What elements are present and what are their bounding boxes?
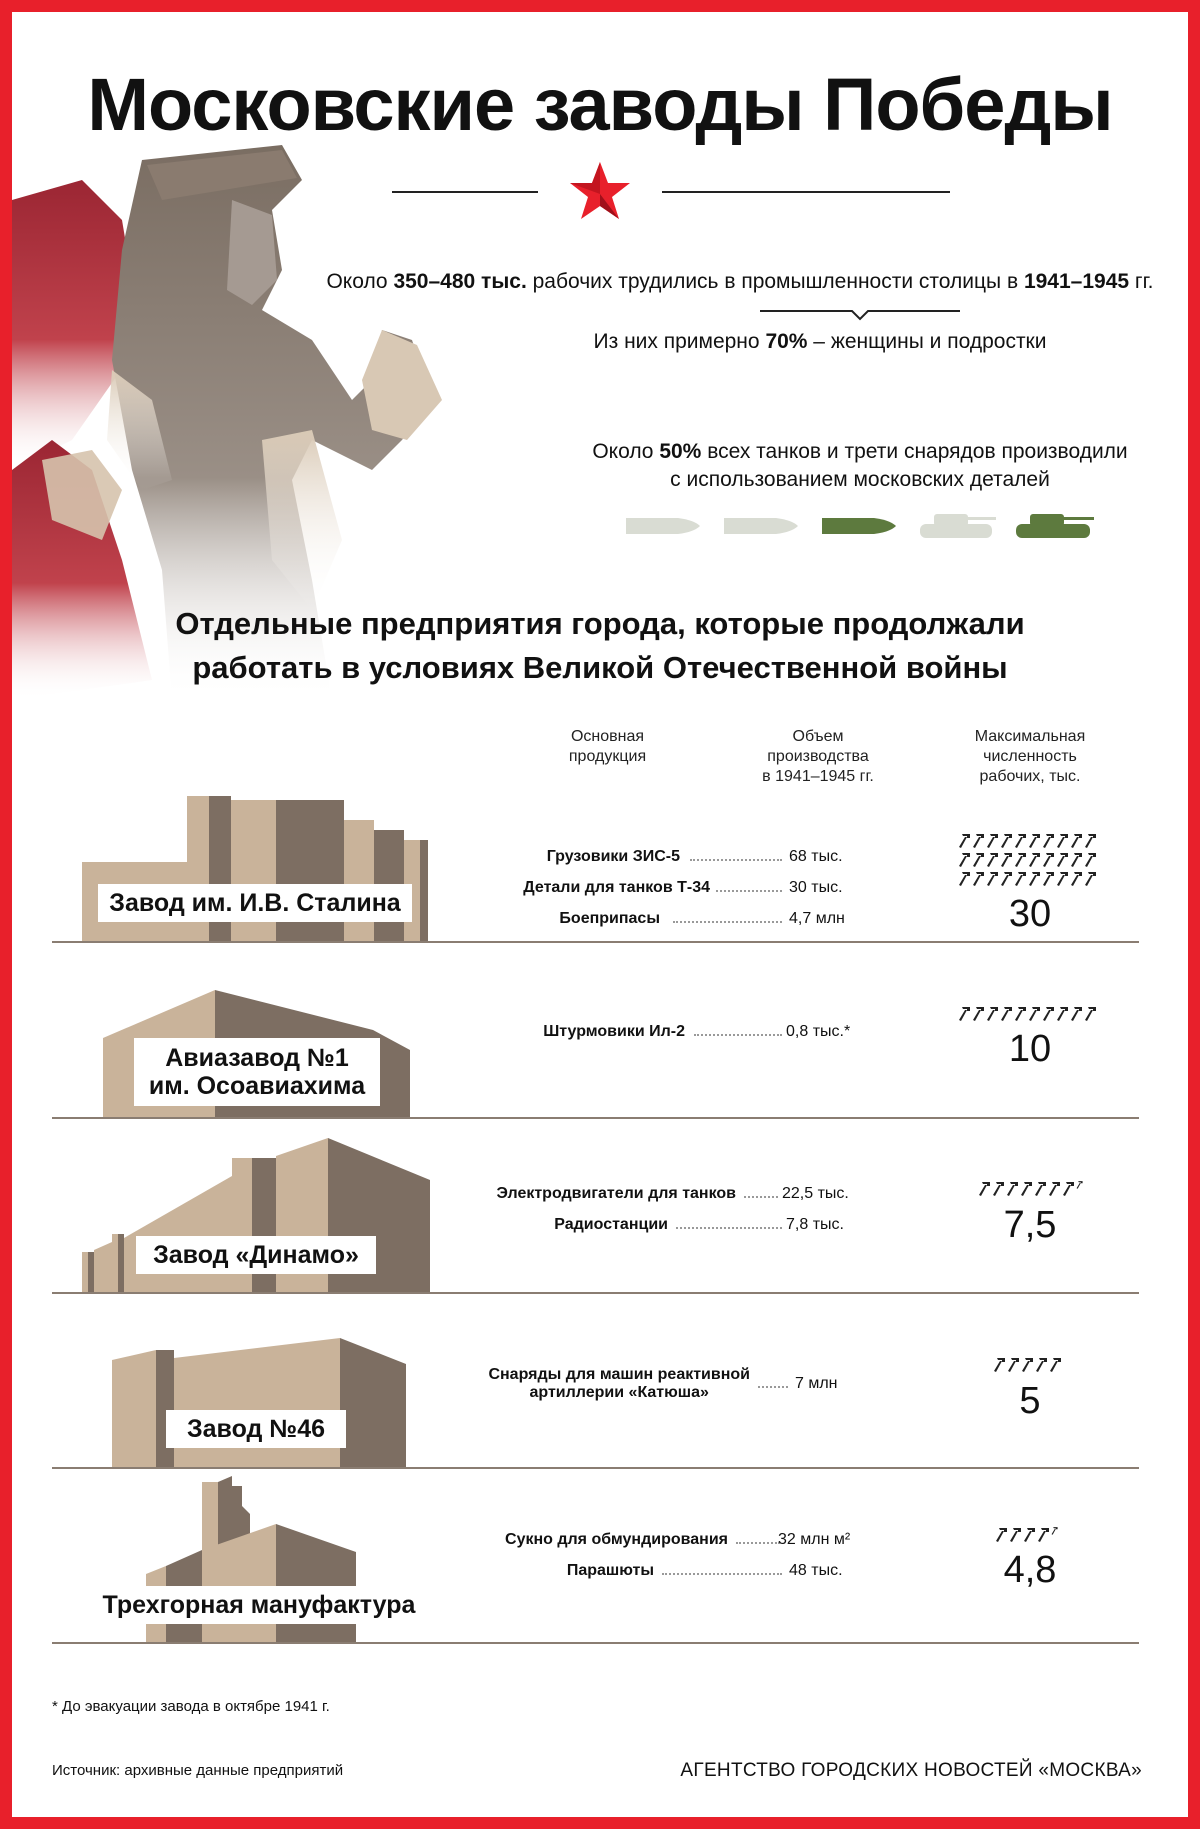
hammer-icons <box>958 1005 1098 1029</box>
workers-mid: рабочих трудились в промышленности столицы в <box>526 270 1024 293</box>
factory-name-1-text: Завод им. И.В. Сталина <box>109 889 401 917</box>
subtitle-line1: Отдельные предприятия города, которые продолжали <box>175 606 1025 641</box>
hammer-icon <box>959 853 970 867</box>
workers-count-1: 30 <box>1008 893 1052 935</box>
factory-name-4-text: Завод №46 <box>186 1415 326 1443</box>
shell-icon <box>822 518 896 534</box>
hammer-icon <box>1015 1007 1026 1021</box>
workers-count-5: 4,8 <box>1003 1549 1057 1591</box>
hammer-icon <box>979 1182 990 1196</box>
product-name: Парашюты <box>566 1562 654 1579</box>
leader-dots <box>673 921 782 923</box>
hammer-icon <box>959 872 970 886</box>
product-value: 32 млн м² <box>778 1531 851 1548</box>
col-workers-l1: Максимальная <box>974 728 1086 745</box>
pointer-line <box>760 305 960 325</box>
hammer-icon <box>1071 1007 1082 1021</box>
hammer-icon <box>1001 872 1012 886</box>
leader-dots <box>690 859 782 861</box>
hammer-icon <box>1071 872 1082 886</box>
agency-credit: АГЕНТСТВО ГОРОДСКИХ НОВОСТЕЙ «МОСКВА» <box>680 1760 1142 1781</box>
hammer-icon <box>987 853 998 867</box>
workers-post: гг. <box>1129 270 1154 293</box>
hammer-icon <box>1043 853 1054 867</box>
hammer-icons <box>958 832 1098 894</box>
worker-fist <box>362 330 442 440</box>
product-value: 22,5 тыс. <box>782 1185 849 1202</box>
col-header-volume <box>738 727 898 787</box>
hammer-icon <box>1015 853 1026 867</box>
hammer-icon <box>1029 1007 1040 1021</box>
product-name: Грузовики ЗИС-5 <box>546 848 680 865</box>
product-value: 4,7 млн <box>789 910 845 927</box>
product-name-l2: артиллерии «Катюша» <box>529 1384 709 1401</box>
leader-dots <box>716 890 782 892</box>
col-volume-l3: в 1941–1945 гг. <box>762 768 874 785</box>
workers-stat <box>290 270 1190 294</box>
factory-building-4 <box>112 1338 412 1468</box>
row-separator <box>52 1292 1139 1294</box>
hammer-icon <box>1001 834 1012 848</box>
star-icon <box>568 160 632 222</box>
hammer-icon-group <box>978 1180 1118 1199</box>
hammer-icon <box>1057 853 1068 867</box>
hammer-icon <box>1029 853 1040 867</box>
product-value: 0,8 тыс.* <box>786 1023 851 1040</box>
hammer-icon <box>987 1007 998 1021</box>
workers-count-2: 10 <box>1008 1028 1052 1070</box>
factory-name-2-line2: им. Осоавиахима <box>148 1072 366 1100</box>
product-value: 7 млн <box>795 1375 838 1392</box>
hammer-icon-group <box>995 1526 1135 1545</box>
hammer-icon <box>1036 1358 1047 1372</box>
product-name: Электродвигатели для танков <box>496 1185 736 1202</box>
factory-name-1 <box>98 884 412 922</box>
hammer-icon <box>1001 853 1012 867</box>
share-percent: 70% <box>765 330 808 353</box>
hammer-icon-group <box>993 1356 1133 1375</box>
leader-dots <box>744 1196 778 1198</box>
tanks-pre: Около <box>592 440 660 463</box>
workers-years: 1941–1945 <box>1023 270 1130 293</box>
row-separator <box>52 1467 1139 1469</box>
leader-dots <box>694 1034 782 1036</box>
col-header-product <box>530 727 685 767</box>
hammer-icon <box>1022 1358 1033 1372</box>
shell-icon <box>626 518 700 534</box>
hammer-icon <box>996 1528 1007 1542</box>
section-subtitle <box>0 602 1200 690</box>
workers-count-3: 7,5 <box>1003 1204 1057 1246</box>
leader-dots <box>662 1573 782 1575</box>
product-name: Штурмовики Ил-2 <box>543 1023 685 1040</box>
col-product-l2: продукция <box>568 748 647 765</box>
product-name: Боеприпасы <box>559 910 660 927</box>
product-name: Сукно для обмундирования <box>505 1531 728 1548</box>
workers-count: 350–480 тыс. <box>393 270 527 293</box>
hammer-icon <box>1015 834 1026 848</box>
col-product-l1: Основная <box>570 728 645 745</box>
hammer-icon <box>1043 834 1054 848</box>
hammer-icon <box>959 834 970 848</box>
hammer-icon-group <box>958 1005 1098 1024</box>
hammer-icon <box>1007 1182 1018 1196</box>
workers-count-4: 5 <box>1019 1380 1041 1422</box>
shell-icon <box>724 518 798 534</box>
hammer-icon <box>959 1007 970 1021</box>
product-name <box>488 1366 750 1402</box>
factory-name-2 <box>134 1038 380 1106</box>
hammer-icon <box>1038 1528 1049 1542</box>
hammer-icon <box>1043 872 1054 886</box>
factory-name-5-text: Трехгорная мануфактура <box>102 1591 416 1619</box>
hammer-icon <box>1001 1007 1012 1021</box>
hammer-icon <box>1052 1527 1058 1535</box>
hammer-icons <box>993 1356 1133 1380</box>
hammer-icon <box>1035 1182 1046 1196</box>
share-post: – женщины и подростки <box>807 330 1047 353</box>
leader-dots <box>758 1386 788 1388</box>
hammer-icon <box>1024 1528 1035 1542</box>
tanks-percent: 50% <box>659 440 702 463</box>
hammer-icon <box>993 1182 1004 1196</box>
col-workers-l3: рабочих, тыс. <box>979 768 1081 785</box>
factory-name-3-text: Завод «Динамо» <box>153 1241 359 1269</box>
hammer-icon <box>973 1007 984 1021</box>
footnote: * До эвакуации завода в октябре 1941 г. <box>52 1698 330 1715</box>
hammer-icon <box>1071 853 1082 867</box>
hammer-icons <box>978 1180 1118 1204</box>
factory-name-4 <box>166 1410 346 1448</box>
hammer-icon <box>1010 1528 1021 1542</box>
hammer-icons <box>995 1526 1135 1550</box>
hammer-icon <box>1071 834 1082 848</box>
row-separator <box>52 941 1139 943</box>
hammer-icon <box>1029 834 1040 848</box>
col-header-workers <box>940 727 1120 787</box>
product-value: 7,8 тыс. <box>786 1216 844 1233</box>
tanks-stat <box>560 438 1160 494</box>
hammer-icon <box>1050 1358 1061 1372</box>
hammer-icon <box>987 834 998 848</box>
tank-icon <box>920 514 996 538</box>
hammer-icon <box>987 872 998 886</box>
col-workers-l2: численность <box>983 748 1077 765</box>
divider-left <box>392 191 538 193</box>
hammer-icon <box>1015 872 1026 886</box>
product-value: 48 тыс. <box>789 1562 843 1579</box>
factory-name-3 <box>136 1236 376 1274</box>
tanks-line2: с использованием московских деталей <box>670 468 1050 491</box>
product-value: 30 тыс. <box>789 879 843 896</box>
hammer-icon <box>1085 853 1096 867</box>
workers-pre: Около <box>326 270 394 293</box>
hammer-icon <box>1077 1181 1083 1189</box>
hammer-icon <box>1063 1182 1074 1196</box>
hammer-icon <box>1085 1007 1096 1021</box>
hammer-icon <box>1057 834 1068 848</box>
hammer-icon <box>973 834 984 848</box>
hammer-icon <box>1043 1007 1054 1021</box>
hammer-icon <box>1057 1007 1068 1021</box>
share-pre: Из них примерно <box>593 330 766 353</box>
row-separator <box>52 1117 1139 1119</box>
product-value: 68 тыс. <box>789 848 843 865</box>
hammer-icon <box>973 853 984 867</box>
hammer-icon <box>1008 1358 1019 1372</box>
hammer-icon <box>1085 834 1096 848</box>
hammer-icon <box>1021 1182 1032 1196</box>
hammer-icon <box>1029 872 1040 886</box>
tanks-post: всех танков и трети снарядов производили <box>701 440 1128 463</box>
hammer-icon <box>1085 872 1096 886</box>
leader-dots <box>736 1542 780 1544</box>
hammer-icon <box>994 1358 1005 1372</box>
shells-tanks-row <box>622 506 1102 546</box>
hammer-icon-group <box>958 832 1098 889</box>
subtitle-line2: работать в условиях Великой Отечественной войны <box>192 650 1008 685</box>
tank-icon <box>1016 514 1094 538</box>
hammer-icon <box>1057 872 1068 886</box>
col-volume-l1: Объем <box>792 728 844 745</box>
hammer-icon <box>973 872 984 886</box>
factory-name-5 <box>94 1586 424 1624</box>
share-stat <box>520 330 1120 354</box>
product-name: Детали для танков Т-34 <box>523 879 710 896</box>
leader-dots <box>676 1227 782 1229</box>
factory-name-2-line1: Авиазавод №1 <box>165 1044 349 1072</box>
source-note: Источник: архивные данные предприятий <box>52 1762 344 1779</box>
row-separator <box>52 1642 1139 1644</box>
col-volume-l2: производства <box>767 748 869 765</box>
page-title: Московские заводы Победы <box>87 63 1113 146</box>
product-name-l1: Снаряды для машин реактивной <box>488 1366 750 1383</box>
hammer-icon <box>1049 1182 1060 1196</box>
product-name: Радиостанции <box>554 1216 668 1233</box>
divider-right <box>662 191 950 193</box>
